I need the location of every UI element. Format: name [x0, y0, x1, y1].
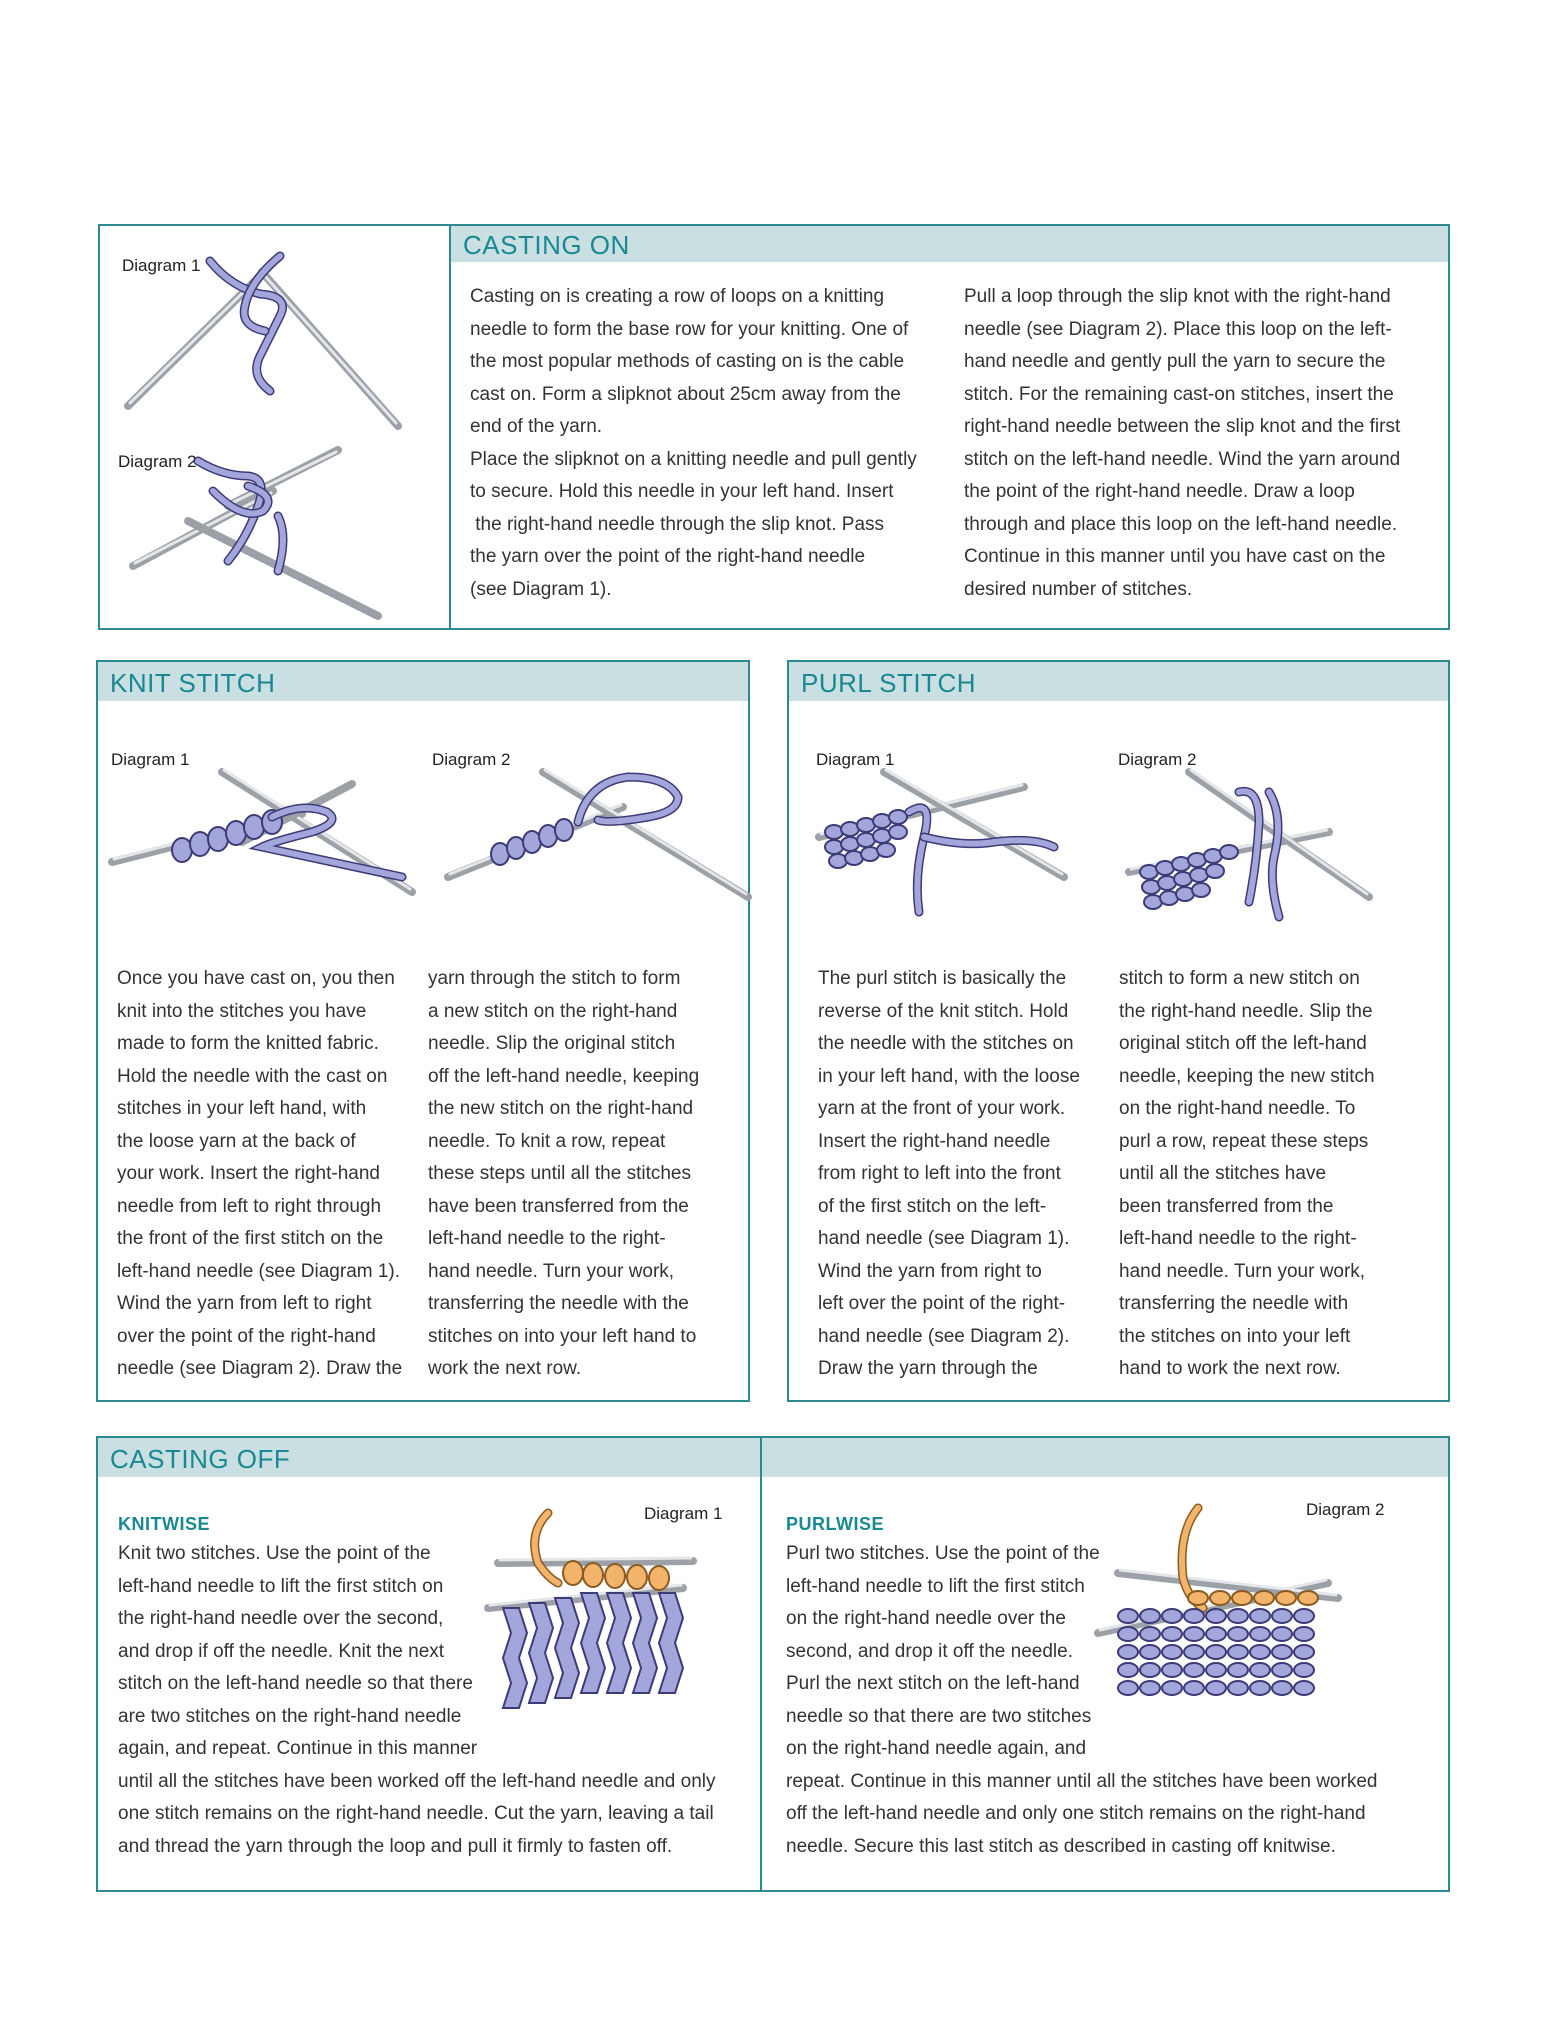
text-line: to secure. Hold this needle in your left hand. Insert: [470, 481, 894, 502]
casting-on-diagram1: [120, 246, 380, 436]
text-line: the needle with the stitches on: [818, 1033, 1074, 1054]
text-line: Draw the yarn through the: [818, 1358, 1038, 1379]
text-line: left-hand needle to lift the first stitch: [786, 1575, 1085, 1597]
text-line: the yarn over the point of the right-hand needle: [470, 546, 866, 567]
knit-diagram1-caption: Diagram 1: [111, 750, 190, 769]
text-line: are two stitches on the right-hand needle: [118, 1705, 462, 1727]
knit-stitch-column-1: [117, 963, 417, 1386]
text-line: on the right-hand needle. To: [1119, 1098, 1356, 1119]
text-line: needle from left to right through: [117, 1195, 382, 1217]
knit-stitch-panel: [96, 660, 750, 1402]
text-line: through and place this loop on the left-hand needle.: [964, 513, 1398, 535]
purlwise-heading: PURLWISE: [786, 1514, 885, 1534]
knitwise-diagram-caption: Diagram 1: [644, 1504, 723, 1523]
text-line: left-hand needle to the right-: [428, 1228, 666, 1249]
text-line: a new stitch on the right-hand: [428, 1000, 678, 1022]
purl-diagram2: [1129, 762, 1429, 922]
casting-on-diagram2-caption: Diagram 2: [118, 452, 197, 471]
text-line: these steps until all the stitches: [428, 1163, 691, 1184]
casting-off-divider: [760, 1438, 762, 1890]
knit-diagram2: [448, 762, 758, 902]
text-line: the loose yarn at the back of: [117, 1130, 356, 1152]
text-line: from right to left into the front: [818, 1163, 1061, 1184]
text-line: second, and drop it off the needle.: [786, 1640, 1073, 1662]
text-line: hand needle (see Diagram 2).: [818, 1325, 1070, 1347]
text-line: left-hand needle to the right-: [1119, 1228, 1357, 1249]
text-line: in your left hand, with the loose: [818, 1065, 1080, 1087]
text-line: transferring the needle with: [1119, 1293, 1349, 1314]
text-line: over the point of the right-hand: [117, 1325, 376, 1347]
knit-stitch-title: KNIT STITCH: [110, 668, 276, 698]
text-line: left-hand needle (see Diagram 1).: [117, 1260, 401, 1282]
knit-stitch-header: [98, 662, 748, 701]
casting-off-header: [98, 1438, 1448, 1477]
text-line: Knit two stitches. Use the point of the: [118, 1543, 431, 1564]
text-line: reverse of the knit stitch. Hold: [818, 1000, 1069, 1022]
text-line: stitches in your left hand, with: [117, 1098, 367, 1119]
text-line: on the right-hand needle again, and: [786, 1738, 1087, 1759]
text-line: end of the yarn.: [470, 416, 603, 437]
purl-stitch-title: PURL STITCH: [801, 668, 976, 698]
text-line: Purl the next stitch on the left-hand: [786, 1673, 1080, 1694]
text-line: the right-hand needle over the second,: [118, 1608, 444, 1629]
knit-diagram2-caption: Diagram 2: [432, 750, 511, 769]
casting-on-title: CASTING ON: [463, 230, 630, 260]
text-line: hand to work the next row.: [1119, 1358, 1341, 1379]
knitwise-heading: KNITWISE: [118, 1514, 210, 1534]
text-line: Purl two stitches. Use the point of the: [786, 1543, 1100, 1564]
text-line: have been transferred from the: [428, 1195, 689, 1217]
text-line: Place the slipknot on a knitting needle and pull gently: [470, 448, 917, 470]
text-line: Once you have cast on, you then: [117, 968, 395, 989]
text-line: hand needle and gently pull the yarn to secure the: [964, 351, 1386, 372]
purlwise-diagram-caption: Diagram 2: [1306, 1500, 1385, 1519]
purl-stitch-panel: [787, 660, 1450, 1402]
text-line: work the next row.: [428, 1358, 582, 1379]
text-line: the stitches on into your left: [1119, 1325, 1351, 1347]
text-line: left-hand needle to lift the first stitch on: [118, 1575, 444, 1597]
casting-on-column-1: [470, 281, 940, 606]
text-line: stitch. For the remaining cast-on stitches, insert the: [964, 383, 1394, 405]
purl-diagram1-caption: Diagram 1: [816, 750, 895, 769]
knitwise-text: [118, 1538, 748, 1863]
casting-on-column-2: [964, 281, 1434, 606]
purl-stitch-column-1: [818, 963, 1108, 1386]
text-line: repeat. Continue in this manner until all the stitches have been worked: [786, 1770, 1378, 1792]
text-line: original stitch off the left-hand: [1119, 1033, 1367, 1054]
text-line: until all the stitches have: [1119, 1163, 1327, 1184]
text-line: hand needle. Turn your work,: [428, 1260, 675, 1282]
text-line: Continue in this manner until you have cast on the: [964, 546, 1386, 567]
text-line: Hold the needle with the cast on: [117, 1065, 388, 1087]
text-line: one stitch remains on the right-hand needle. Cut the yarn, leaving a tail: [118, 1803, 714, 1824]
text-line: needle (see Diagram 2). Draw the: [117, 1358, 403, 1379]
text-line: The purl stitch is basically the: [818, 968, 1067, 989]
casting-on-header: [451, 226, 1448, 262]
text-line: transferring the needle with the: [428, 1293, 689, 1314]
text-line: until all the stitches have been worked off the left-hand needle and only: [118, 1770, 716, 1792]
text-line: needle so that there are two stitches: [786, 1705, 1092, 1727]
text-line: off the left-hand needle and only one stitch remains on the right-hand: [786, 1803, 1366, 1824]
text-line: the right-hand needle through the slip knot. Pass: [470, 513, 885, 535]
text-line: Wind the yarn from left to right: [117, 1293, 372, 1314]
purlwise-text: [786, 1538, 1436, 1863]
casting-on-diagram2: [128, 436, 388, 616]
text-line: needle (see Diagram 2). Place this loop on the left-: [964, 318, 1392, 340]
text-line: hand needle. Turn your work,: [1119, 1260, 1366, 1282]
text-line: and drop if off the needle. Knit the next: [118, 1640, 445, 1662]
text-line: and thread the yarn through the loop and pull it firmly to fasten off.: [118, 1835, 673, 1857]
purl-stitch-column-2: [1119, 963, 1429, 1386]
text-line: stitch to form a new stitch on: [1119, 968, 1360, 989]
text-line: needle. To knit a row, repeat: [428, 1130, 666, 1152]
text-line: stitch on the left-hand needle so that there: [118, 1673, 473, 1694]
text-line: Insert the right-hand needle: [818, 1130, 1051, 1152]
text-line: Casting on is creating a row of loops on a knitting: [470, 286, 885, 307]
knit-stitch-column-2: [428, 963, 738, 1386]
text-line: the most popular methods of casting on is the cable: [470, 351, 905, 372]
casting-on-diagram1-caption: Diagram 1: [122, 256, 201, 275]
text-line: left over the point of the right-: [818, 1293, 1066, 1314]
casting-off-panel: [96, 1436, 1450, 1892]
text-line: needle, keeping the new stitch: [1119, 1065, 1375, 1087]
text-line: needle. Slip the original stitch: [428, 1033, 676, 1054]
purl-stitch-header: [789, 662, 1448, 701]
text-line: stitches on into your left hand to: [428, 1325, 697, 1347]
casting-on-divider: [449, 226, 451, 628]
text-line: desired number of stitches.: [964, 578, 1193, 600]
text-line: Pull a loop through the slip knot with the right-hand: [964, 286, 1391, 307]
text-line: stitch on the left-hand needle. Wind the yarn around: [964, 448, 1401, 470]
text-line: needle to form the base row for your knitting. One of: [470, 318, 909, 340]
text-line: of the first stitch on the left-: [818, 1195, 1047, 1217]
text-line: made to form the knitted fabric.: [117, 1033, 379, 1054]
text-line: your work. Insert the right-hand: [117, 1163, 380, 1184]
text-line: needle. Secure this last stitch as described in casting off knitwise.: [786, 1835, 1336, 1857]
text-line: off the left-hand needle, keeping: [428, 1065, 700, 1087]
text-line: purl a row, repeat these steps: [1119, 1130, 1369, 1152]
text-line: been transferred from the: [1119, 1195, 1334, 1217]
text-line: the point of the right-hand needle. Draw a loop: [964, 481, 1355, 502]
text-line: the front of the first stitch on the: [117, 1228, 384, 1249]
casting-off-title: CASTING OFF: [110, 1444, 291, 1474]
text-line: knit into the stitches you have: [117, 1000, 367, 1022]
text-line: on the right-hand needle over the: [786, 1608, 1066, 1629]
text-line: (see Diagram 1).: [470, 578, 612, 600]
casting-on-panel: [98, 224, 1450, 630]
purl-diagram1: [814, 767, 1114, 917]
text-line: hand needle (see Diagram 1).: [818, 1228, 1070, 1249]
text-line: yarn through the stitch to form: [428, 968, 681, 989]
purl-diagram2-caption: Diagram 2: [1118, 750, 1197, 769]
text-line: the right-hand needle. Slip the: [1119, 1000, 1373, 1022]
text-line: yarn at the front of your work.: [818, 1098, 1066, 1119]
text-line: the new stitch on the right-hand: [428, 1098, 694, 1119]
knit-diagram1: [112, 762, 422, 902]
text-line: cast on. Form a slipknot about 25cm away from the: [470, 383, 901, 405]
text-line: again, and repeat. Continue in this manner: [118, 1738, 478, 1759]
text-line: Wind the yarn from right to: [818, 1260, 1042, 1282]
text-line: right-hand needle between the slip knot and the first: [964, 416, 1401, 437]
